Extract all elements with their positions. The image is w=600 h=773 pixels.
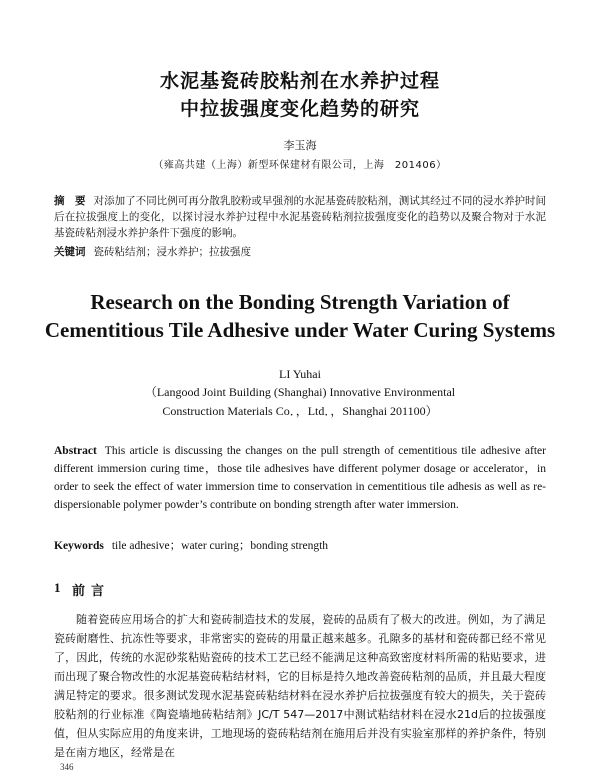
section-paragraph: 随着瓷砖应用场合的扩大和瓷砖制造技术的发展，瓷砖的品质有了极大的改进。例如，为了满足瓷砖耐磨性、抗冻性等要求，非常密实的瓷砖的用量正越来越多。孔隙多的基材和瓷砖都已经不常见了，因此，传统的水泥砂浆粘贴瓷砖的技术工艺已经不能满足这种高致密度材料所需的粘贴要求，进而出现了聚合物改性的水泥基瓷砖粘结材料，它的目标是持久地改善瓷砖粘剂的品质，并且最大程度满足特定的要求。很多测试发现水泥基瓷砖粘结材料在浸水养护后拉拔强度有较大的损失，关于瓷砖胶粘剂的行业标准《陶瓷墙地砖粘结剂》JC/T 547—2017中测试粘结材料在浸水21d后的拉拔强度值，但从实际应用的角度来讲，工地现场的瓷砖粘结剂在施用后并没有实验室那样的养护条件，特别是在南方地区，经常是在 (54, 613, 546, 759)
page-number: 346 (60, 762, 74, 772)
affiliation-en-line2: Construction Materials Co．，Ltd．，Shanghai 201100） (162, 404, 438, 418)
keywords-cn (54, 244, 546, 260)
section-title: 前言 (72, 584, 111, 599)
author-en: LI Yuhai (279, 367, 321, 381)
section-number: 1 (54, 580, 61, 595)
abstract-en-text: This article is discussing the changes on the pull strength of cementitious tile adhesive after different immersion curing time，those tile adhesives have different polymer dosage or accelerator，in order to seek the effect of water immersion time to conservation in cementitious tile adhesis as well as re-dispersionable polymer powder’s contribute on bonding strength after water immersion. (54, 445, 546, 511)
keywords-en-text: tile adhesive；water curing；bonding strength (111, 540, 329, 552)
keywords-en-label: Keywords (54, 540, 104, 552)
keywords-cn-label: 关键词 (54, 246, 86, 258)
affiliation-en-line1: （Langood Joint Building (Shanghai) Innovative Environmental (144, 385, 456, 399)
author-cn: 李玉海 (283, 139, 317, 152)
affiliation-cn: （雍高共建（上海）新型环保建材有限公司，上海 201406） (153, 160, 447, 171)
title-cn-line2: 中拉拔强度变化趋势的研究 (179, 98, 420, 120)
abstract-cn-label: 摘 要 (54, 195, 86, 207)
keywords-en (54, 537, 546, 553)
title-cn-line1: 水泥基瓷砖胶粘剂在水养护过程 (159, 70, 440, 92)
keywords-cn-text: 瓷砖粘结剂；浸水养护；拉拔强度 (93, 246, 251, 258)
abstract-cn (54, 193, 546, 241)
affiliation-en (0, 383, 600, 421)
abstract-cn-text: 对添加了不同比例可再分散乳胶粉或早强剂的水泥基瓷砖胶粘剂，测试其经过不同的浸水养护时间后在拉拔强度上的变化，以探讨浸水养护过程中水泥基瓷砖粘剂拉拔强度变化的趋势以及聚合物对于水泥基瓷砖粘剂浸水养护条件下强度的影响。 (54, 195, 547, 239)
abstract-en (54, 442, 546, 514)
title-en-line1: Research on the Bonding Strength Variation of (90, 290, 510, 314)
abstract-en-label: Abstract (54, 445, 97, 457)
title-en-line2: Cementitious Tile Adhesive under Water Curing Systems (44, 318, 556, 342)
